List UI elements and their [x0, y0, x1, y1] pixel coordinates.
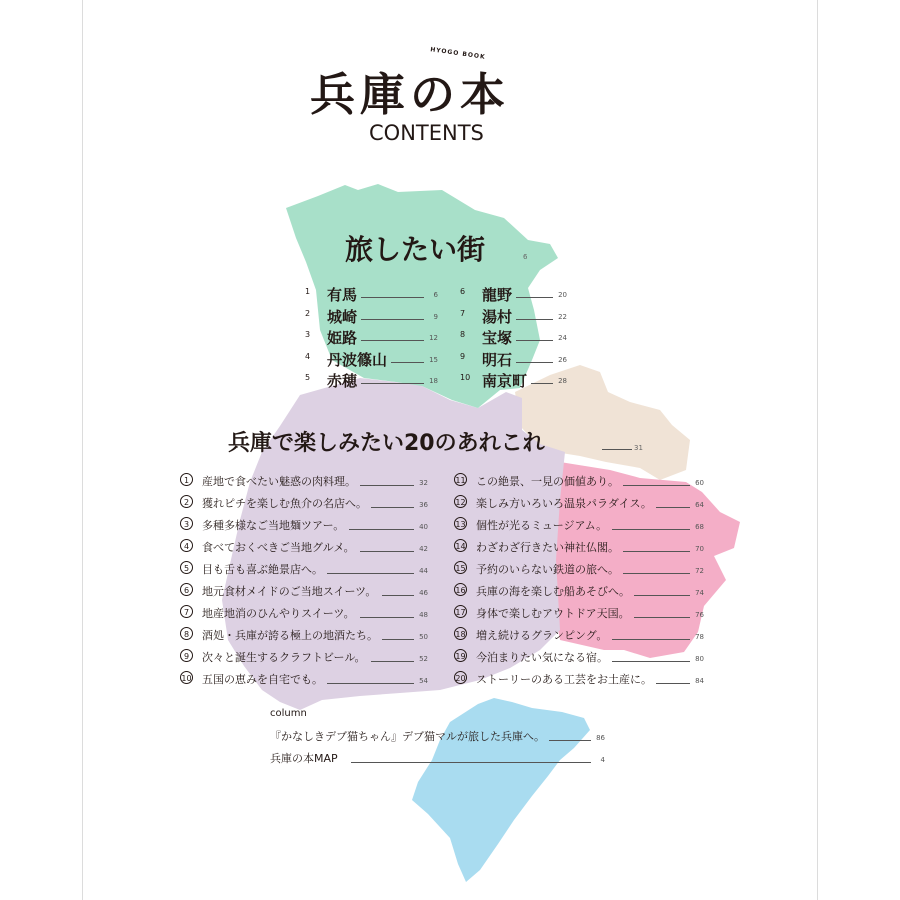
activity-number: 3 [180, 517, 193, 530]
activity-leader [623, 573, 690, 574]
activity-row [454, 605, 704, 621]
town-name: 姫路 [327, 329, 358, 347]
activity-number: 10 [180, 671, 193, 684]
activity-title: 食べておくべきご当地グルメ。 [202, 541, 355, 554]
activity-page: 78 [695, 633, 704, 641]
book-subtitle: HYOGO BOOK [429, 46, 487, 61]
activity-row [454, 473, 704, 489]
map-region-awaji [412, 698, 590, 882]
activity-leader [382, 639, 414, 640]
town-leader [391, 362, 424, 363]
town-name: 宝塚 [482, 329, 513, 347]
activity-leader [371, 507, 414, 508]
activity-row [180, 539, 428, 555]
section2-heading: 兵庫で楽しみたい20のあれこれ [228, 431, 545, 456]
activity-row [180, 649, 428, 665]
activity-number: 15 [454, 561, 467, 574]
town-number: 2 [305, 308, 311, 318]
activity-number: 16 [454, 583, 467, 596]
town-number: 7 [460, 308, 466, 318]
activity-title: 予約のいらない鉄道の旅へ。 [476, 563, 619, 576]
activity-number: 4 [180, 539, 193, 552]
activity-leader [327, 573, 414, 574]
column-label: column [270, 708, 307, 719]
column-leader [351, 762, 591, 763]
activity-number: 20 [454, 671, 467, 684]
activity-leader [656, 683, 690, 684]
activity-number: 9 [180, 649, 193, 662]
town-page: 18 [429, 377, 438, 385]
town-page: 15 [429, 355, 438, 364]
activity-page: 70 [695, 545, 704, 553]
town-number: 3 [305, 330, 311, 339]
column-title: 『かなしきデブ猫ちゃん』デブ猫マルが旅した兵庫へ。 [270, 730, 545, 743]
activity-number: 12 [454, 495, 467, 508]
activity-page: 64 [695, 501, 704, 509]
activity-page: 32 [419, 479, 428, 487]
town-number: 4 [305, 351, 311, 361]
activity-title: 地元食材メイドのご当地スイーツ。 [202, 585, 377, 598]
activity-leader [612, 639, 690, 640]
town-name: 明石 [482, 350, 513, 369]
activity-page: 46 [419, 589, 428, 597]
town-number: 6 [460, 287, 466, 296]
town-row [460, 306, 567, 324]
activity-row [180, 561, 428, 577]
activity-leader [360, 617, 414, 618]
town-row [460, 370, 567, 388]
activity-page: 52 [419, 655, 428, 663]
activity-row [454, 561, 704, 577]
town-row [305, 349, 438, 367]
town-name: 城崎 [327, 307, 358, 326]
book-title: 兵庫の本 [310, 68, 511, 121]
activity-title: 酒処・兵庫が誇る極上の地酒たち。 [202, 629, 378, 642]
activity-page: 50 [419, 633, 428, 641]
activity-page: 40 [419, 523, 428, 531]
activity-number: 5 [180, 561, 193, 574]
section1-heading: 旅したい街 [345, 233, 486, 266]
activity-leader [623, 551, 690, 552]
town-page: 6 [433, 291, 438, 299]
town-page: 28 [558, 377, 567, 385]
activity-title: わざわざ行きたい神社仏閣。 [476, 541, 619, 554]
activity-row [454, 627, 704, 643]
contents-heading: CONTENTS [369, 121, 484, 145]
activity-leader [634, 595, 690, 596]
column-title: 兵庫の本MAP [270, 752, 338, 765]
activity-row [454, 583, 704, 599]
town-number: 8 [460, 330, 466, 339]
town-leader [361, 319, 424, 320]
activity-page: 74 [695, 589, 704, 597]
activity-page: 68 [695, 523, 704, 531]
activity-page: 60 [695, 479, 704, 487]
activity-title: 五国の恵みを自宅でも。 [202, 673, 323, 686]
town-leader [516, 319, 553, 320]
activity-leader [612, 661, 690, 662]
town-row [460, 349, 567, 367]
activity-title: 今泊まりたい気になる宿。 [476, 651, 608, 664]
town-name: 丹波篠山 [327, 350, 388, 369]
town-name: 赤穂 [327, 372, 358, 390]
town-leader [516, 297, 553, 298]
column-page: 86 [596, 734, 605, 742]
town-page: 20 [558, 291, 567, 299]
activity-row [180, 583, 428, 599]
activity-page: 72 [695, 567, 704, 575]
activity-row [180, 473, 428, 489]
activity-page: 36 [419, 501, 428, 509]
activity-row [454, 671, 704, 687]
activity-number: 14 [454, 539, 467, 552]
town-leader [516, 362, 553, 363]
town-number: 5 [305, 373, 311, 382]
activity-leader [360, 551, 414, 552]
activity-title: 兵庫の海を楽しむ船あそびへ。 [476, 585, 630, 598]
town-leader [361, 297, 424, 298]
activity-leader [612, 529, 690, 530]
town-name: 有馬 [327, 286, 358, 304]
activity-leader [382, 595, 414, 596]
column-leader [549, 740, 591, 741]
activity-page: 42 [419, 545, 428, 553]
town-row [305, 284, 438, 302]
activity-page: 84 [695, 677, 704, 685]
activity-page: 44 [419, 567, 428, 575]
activity-row [180, 605, 428, 621]
activity-number: 13 [454, 517, 467, 530]
activity-leader [371, 661, 414, 662]
town-row [460, 327, 567, 345]
activity-title: 目も舌も喜ぶ絶景店へ。 [202, 563, 323, 576]
town-number: 1 [305, 287, 311, 296]
activity-title: 次々と誕生するクラフトビール。 [202, 651, 366, 664]
activity-title: 多種多様なご当地麺ツアー。 [202, 519, 345, 532]
activity-title: 地産地消のひんやりスイーツ。 [202, 607, 355, 620]
activity-leader [360, 485, 414, 486]
town-leader [361, 340, 424, 341]
activity-page: 80 [695, 655, 704, 663]
column-row [270, 750, 605, 766]
activity-number: 18 [454, 627, 467, 640]
activity-title: 増え続けるグランピング。 [476, 629, 608, 642]
activity-leader [623, 485, 690, 486]
town-page: 22 [558, 312, 567, 321]
activity-title: 獲れピチを楽しむ魚介の名店へ。 [202, 497, 367, 510]
town-row [305, 327, 438, 345]
town-leader [361, 383, 424, 384]
town-number: 9 [460, 351, 466, 361]
town-row [305, 306, 438, 324]
activity-leader [349, 529, 414, 530]
town-number: 10 [460, 373, 471, 382]
activity-number: 2 [180, 495, 193, 508]
activity-number: 17 [454, 605, 467, 618]
activity-page: 76 [695, 611, 704, 619]
activity-number: 7 [180, 605, 193, 618]
town-row [305, 370, 438, 388]
town-name: 湯村 [482, 307, 513, 326]
town-page: 9 [433, 312, 438, 321]
town-page: 26 [558, 355, 567, 364]
activity-title: 楽しみ方いろいろ温泉パラダイス。 [476, 497, 652, 510]
activity-row [454, 495, 704, 511]
activity-title: 産地で食べたい魅惑の肉料理。 [202, 475, 356, 488]
activity-row [180, 671, 428, 687]
town-row [460, 284, 567, 302]
activity-title: ストーリーのある工芸をお土産に。 [476, 673, 652, 686]
town-page: 24 [558, 334, 567, 342]
town-leader [531, 383, 553, 384]
activity-number: 8 [180, 627, 193, 640]
activity-leader [634, 617, 690, 618]
activity-leader [656, 507, 690, 508]
section2-leader [602, 449, 632, 450]
town-page: 12 [429, 334, 438, 342]
activity-leader [327, 683, 414, 684]
activity-page: 48 [419, 611, 428, 619]
activity-title: 身体で楽しむアウトドア天国。 [476, 607, 630, 620]
activity-number: 1 [180, 473, 193, 486]
town-name: 南京町 [482, 372, 528, 390]
activity-number: 11 [454, 473, 467, 486]
activity-number: 19 [454, 649, 467, 662]
column-row [270, 728, 605, 744]
activity-row [180, 517, 428, 533]
activity-row [454, 649, 704, 665]
column-page: 4 [600, 756, 605, 764]
town-leader [516, 340, 553, 341]
activity-row [454, 539, 704, 555]
activity-title: 個性が光るミュージアム。 [476, 519, 608, 532]
section2-page: 31 [634, 444, 643, 452]
activity-page: 54 [419, 677, 428, 685]
activity-title: この絶景、一見の価値あり。 [476, 475, 619, 488]
activity-row [454, 517, 704, 533]
activity-row [180, 627, 428, 643]
section1-page: 6 [523, 253, 528, 261]
activity-row [180, 495, 428, 511]
activity-number: 6 [180, 583, 193, 596]
town-name: 龍野 [482, 286, 513, 304]
